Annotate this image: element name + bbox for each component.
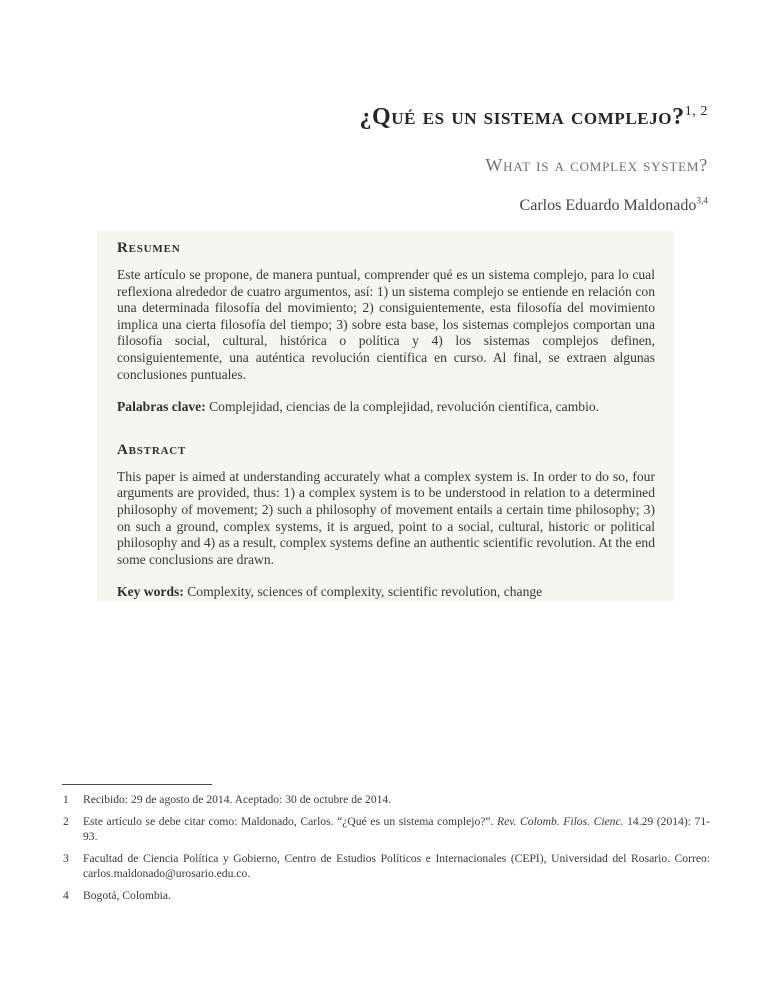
title-footnote-refs: 1, 2 [684, 104, 708, 119]
palabras-clave-list: Complejidad, ciencias de la complejidad, revolución científica, cambio. [205, 399, 600, 415]
footnote-3 [60, 851, 710, 882]
footnote-text: Bogotá, Colombia. [83, 888, 171, 902]
footnote-2-journal-name: Rev. Colomb. Filos. Cienc. [497, 814, 624, 828]
footnote-text: Recibido: 29 de agosto de 2014. Aceptado: 30 de octubre de 2014. [83, 793, 392, 806]
footnote-number: 4 [63, 888, 69, 902]
article-title [60, 104, 708, 130]
footnote-separator-rule [62, 784, 212, 785]
footnote-number: 3 [63, 851, 69, 865]
footnote-number: 1 [63, 793, 69, 806]
author-line [60, 197, 708, 215]
resumen-heading: Resumen [117, 240, 181, 256]
abstract-body: This paper is aimed at understanding accurately what a complex system is. In order to do so, four arguments are provided, thus: 1) a complex system is to be understood in relation to a determined philosophy of movement; 2) such a philosophy of movement entails a certain time philosophy; 3) on such a ground, complex systems, it is argued, point to a social, cultural, historic or political philosophy and 4) as a result, complex systems define an authentic scientific revolution. At the end some conclusions are drawn. [117, 468, 655, 567]
palabras-clave-line [117, 399, 655, 416]
article-subtitle: What is a complex system? [485, 155, 708, 176]
key-words-label: Key words: [117, 584, 184, 600]
resumen-body: Este artículo se propone, de manera puntual, comprender qué es un sistema complejo, para lo cual reflexiona alrededor de cuatro argumentos, así: 1) un sistema complejo se entiende en relación con una determinada filosofía del movimiento; 2) consiguientemente, esta filosofía del movimiento implica una cierta filosofía del tiempo; 3) sobre esta base, los sistemas complejos comportan una filosofía social, cultural, histórica o política y 4) los sistemas complejos definen, consiguientemente, una auténtica revolución científica en curso. Al final, se extraen algunas conclusiones puntuales. [117, 267, 655, 382]
author-footnote-refs: 3,4 [696, 196, 708, 207]
key-words-list: Complexity, sciences of complexity, scientific revolution, change [183, 584, 543, 600]
abstract-heading: Abstract [117, 441, 187, 458]
footnote-number: 2 [63, 814, 69, 828]
footnote-2-citation: Este artículo se debe citar como: Maldonado, Carlos. “¿Qué es un sistema complejo?”. [83, 814, 498, 828]
header [60, 104, 708, 215]
abstract-panel [97, 231, 674, 601]
article-title-text: ¿Qué es un sistema complejo? [359, 104, 685, 130]
footnote-text [83, 814, 710, 845]
author-name: Carlos Eduardo Maldonado [519, 197, 697, 215]
footnote-text: Facultad de Ciencia Política y Gobierno, Centro de Estudios Políticos e Internacionales (CEPI), Universidad del Rosario. Correo: carlos.maldonado@urosario.edu.co. [83, 851, 710, 880]
footnote-1 [60, 792, 710, 808]
key-words-line [117, 584, 655, 601]
footnote-2 [60, 814, 710, 845]
footnotes-section [60, 784, 710, 909]
footnote-4 [60, 888, 710, 904]
footnote-2-volume-pages: 14.29 (2014): 71-93. [83, 814, 710, 843]
palabras-clave-label: Palabras clave: [117, 399, 206, 415]
